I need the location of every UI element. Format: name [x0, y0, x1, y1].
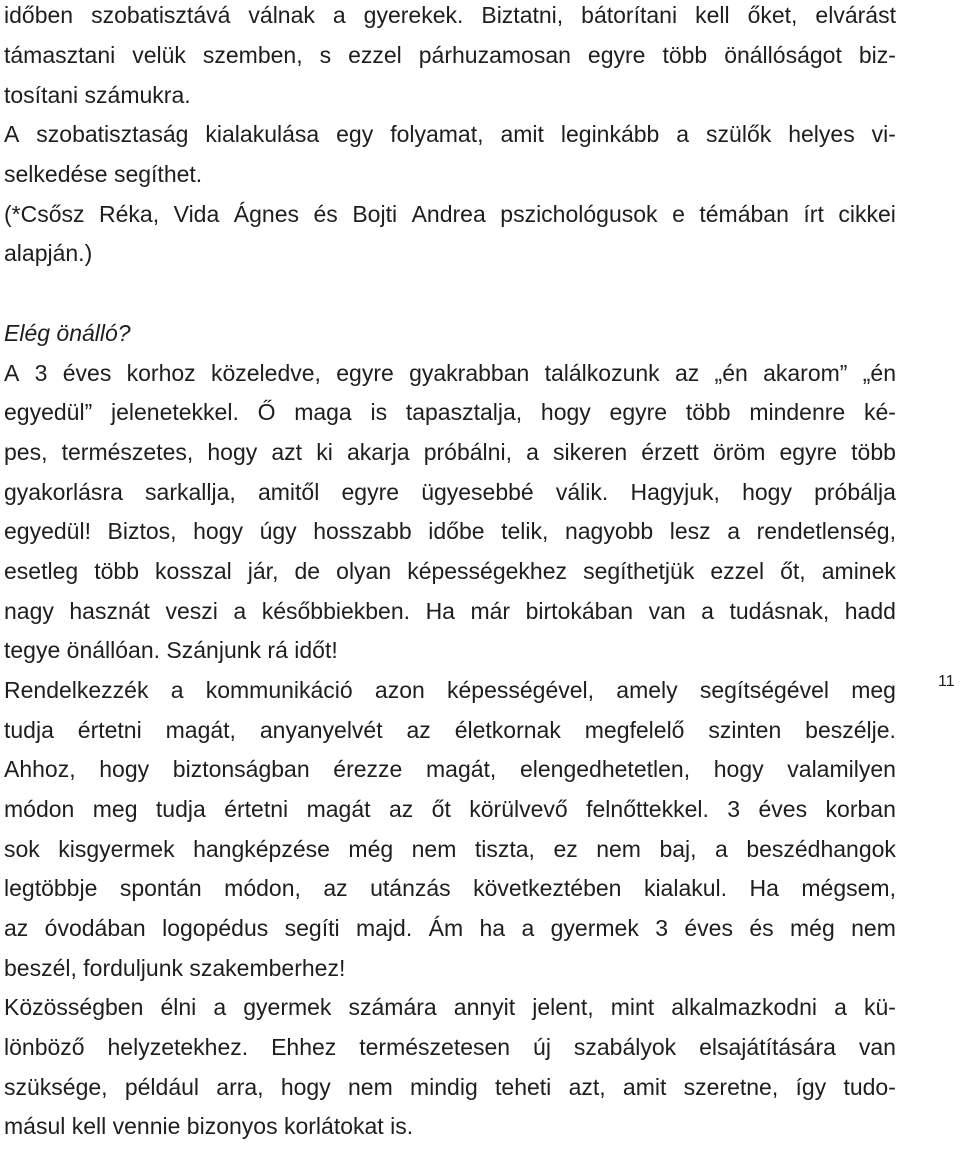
word: tudja [4, 717, 54, 743]
word: mindig [410, 1074, 478, 1100]
word: gyakrabban [409, 360, 530, 386]
word: nem [851, 915, 896, 941]
word: azt, [568, 1074, 606, 1100]
word: későbbiekben. [261, 598, 411, 624]
text-line [4, 437, 896, 467]
word: e [672, 201, 685, 227]
word: meg [92, 796, 138, 822]
word: hogy [540, 399, 591, 425]
word: meg [851, 677, 896, 703]
word: hogy [99, 756, 150, 782]
word: baj, [659, 836, 697, 862]
word: gyermek [550, 915, 639, 941]
word: írt [803, 201, 824, 227]
word: kisgyermek [58, 836, 175, 862]
word: van [858, 1034, 896, 1060]
word: magát [306, 796, 371, 822]
word: amitől [257, 479, 320, 505]
word: óvodában [44, 915, 146, 941]
word: a [526, 439, 539, 465]
word: a [213, 994, 227, 1020]
word: értetni [224, 796, 289, 822]
word: Közösségben [4, 994, 144, 1020]
word: korhoz [126, 360, 196, 386]
word: beszédhangok [746, 836, 896, 862]
text-line [4, 1032, 896, 1062]
word: segíti [284, 915, 340, 941]
text-line [4, 754, 896, 784]
word: nem [596, 836, 641, 862]
word: sikeren [553, 439, 628, 465]
word: időben [4, 2, 74, 28]
word: ügyesebbé [421, 479, 534, 505]
word: jár, [247, 558, 279, 584]
word: a [676, 121, 690, 147]
word: szemben, [202, 42, 303, 68]
word: s [319, 42, 332, 68]
word: „én [862, 360, 896, 386]
word: több [662, 42, 708, 68]
word: érzett [641, 439, 699, 465]
word: ez [553, 836, 578, 862]
word: új [533, 1034, 551, 1060]
word: Ahhoz, [4, 756, 76, 782]
word: vi- [871, 121, 896, 147]
word: maga [294, 399, 352, 425]
word: ké- [863, 399, 896, 425]
word: hogy [742, 479, 792, 505]
word: számára [348, 994, 437, 1020]
word: segíthetjük [583, 558, 695, 584]
word: még [790, 915, 835, 941]
word: nem [347, 1074, 393, 1100]
word: biz- [858, 42, 896, 68]
word: párhuzamosan [418, 42, 571, 68]
word: a [834, 994, 847, 1020]
text-line [4, 1072, 896, 1102]
word: nem [411, 836, 457, 862]
word: tudásnak, [729, 598, 830, 624]
word: az [323, 875, 348, 901]
word: öröm [712, 439, 766, 465]
word: Andrea [411, 201, 486, 227]
word: arra, [216, 1074, 264, 1100]
word: spontán [119, 875, 202, 901]
word: ki [316, 439, 333, 465]
word: őket, [747, 2, 798, 28]
word: módon, [224, 875, 301, 901]
word: „én [714, 360, 748, 386]
word: is [370, 399, 388, 425]
word: legtöbbje [4, 875, 98, 901]
section-heading: Elég önálló? [4, 320, 131, 346]
word: helyzetekhez. [107, 1034, 249, 1060]
word: van [648, 598, 686, 624]
word: felnőttekkel. [586, 796, 709, 822]
word: szüksége, [4, 1074, 108, 1100]
word: teheti [495, 1074, 552, 1100]
word: Vida [173, 201, 220, 227]
word: magát, [165, 717, 236, 743]
word: nagy [4, 598, 54, 624]
word: alkalmazkodni [671, 994, 817, 1020]
word: egy [336, 121, 374, 147]
word: az [4, 915, 29, 941]
word: elengedhetetlen, [519, 756, 691, 782]
word: az [388, 796, 414, 822]
word: szeretne, [683, 1074, 779, 1100]
word: cikkei [838, 201, 896, 227]
word: hangképzése [193, 836, 330, 862]
word: már [470, 598, 511, 624]
word: kell [695, 2, 730, 28]
text-line [4, 40, 896, 70]
citation-line [4, 199, 896, 229]
word: és [749, 915, 774, 941]
word: magát, [426, 756, 497, 782]
word: hadd [844, 598, 896, 624]
word: akarom” [763, 360, 848, 386]
word: esetleg [4, 558, 79, 584]
word: értetni [77, 717, 142, 743]
text-line [4, 873, 896, 903]
word: logopédus [162, 915, 269, 941]
word: éves [62, 360, 112, 386]
word: gyakorlásra [4, 479, 123, 505]
word: éves [684, 915, 733, 941]
word: ezzel [348, 42, 402, 68]
word: 3 [727, 796, 741, 822]
word: hogy [207, 439, 258, 465]
word: témában [699, 201, 789, 227]
word: élni [160, 994, 197, 1020]
word: időbe [428, 518, 485, 544]
word: éves [758, 796, 808, 822]
word: ezzel [710, 558, 765, 584]
text-line [4, 397, 896, 427]
text-line [4, 675, 896, 705]
word: A [4, 360, 20, 386]
word: gyermek [243, 994, 332, 1020]
word: segítségével [699, 677, 829, 703]
word: 3 [655, 915, 668, 941]
word: képességével, [447, 677, 595, 703]
word: tiszta, [474, 836, 535, 862]
word: elsajátítására [699, 1034, 836, 1060]
word: beszélje. [805, 717, 896, 743]
word: válik. [555, 479, 609, 505]
word: pes, [4, 439, 48, 465]
word: egyedül” [4, 399, 93, 425]
word: A [4, 121, 20, 147]
word: szobatisztaság [36, 121, 189, 147]
word: tudja [155, 796, 206, 822]
word: Ehhez [271, 1034, 337, 1060]
word: szobatisztává [91, 2, 231, 28]
word: így [795, 1074, 827, 1100]
text-line [4, 119, 896, 149]
word: önállóságot [724, 42, 842, 68]
word: lönböző [4, 1034, 85, 1060]
word: kialakulása [205, 121, 320, 147]
word: ha [479, 915, 506, 941]
word: a [727, 518, 741, 544]
word: sarkallja, [145, 479, 236, 505]
word: egyedül! [4, 518, 91, 544]
text-line [4, 992, 896, 1022]
word: anyanyelvét [259, 717, 383, 743]
text-line: selkedése segíthet. [4, 161, 203, 187]
word: kommunikáció [205, 677, 353, 703]
word: valamilyen [787, 756, 896, 782]
word: Réka, [99, 201, 160, 227]
word: életkornak [454, 717, 561, 743]
word: egyre [609, 399, 668, 425]
word: mindenre [749, 399, 846, 425]
word: például [124, 1074, 200, 1100]
word: a [170, 677, 184, 703]
word: módon [4, 796, 75, 822]
word: és [313, 201, 338, 227]
word: sok [4, 836, 40, 862]
word: helyes [788, 121, 855, 147]
text-line: tosítani számukra. [4, 82, 191, 108]
word: velük [132, 42, 186, 68]
word: úgy [259, 518, 297, 544]
word: Hagyjuk, [630, 479, 720, 505]
word: lesz [669, 518, 711, 544]
word: nagyobb [564, 518, 654, 544]
word: több [94, 558, 139, 584]
word: hogy [280, 1074, 331, 1100]
word: azon [374, 677, 425, 703]
text-line [4, 834, 896, 864]
word: folyamat, [390, 121, 484, 147]
word: képességekhez [407, 558, 568, 584]
text-line [4, 477, 896, 507]
word: próbálni, [423, 439, 512, 465]
word: korban [825, 796, 896, 822]
word: akarja [346, 439, 410, 465]
text-line [4, 913, 896, 943]
text-line [4, 358, 896, 388]
word: következtében [473, 875, 622, 901]
word: hasznát [69, 598, 150, 624]
word: egyre [779, 439, 838, 465]
word: telik, [501, 518, 549, 544]
word: birtokában [525, 598, 634, 624]
word: Bojti [352, 201, 398, 227]
word: egyre [587, 42, 646, 68]
word: egyre [341, 479, 400, 505]
word: pszichológusok [500, 201, 658, 227]
text-line [4, 516, 896, 546]
word: biztonságban [172, 756, 310, 782]
word: több [685, 399, 731, 425]
word: Ő [257, 399, 276, 425]
word: rendetlenség, [756, 518, 896, 544]
word: közeledve, [210, 360, 321, 386]
word: találkozunk [544, 360, 660, 386]
word: amely [616, 677, 678, 703]
word: de [294, 558, 321, 584]
text-line [4, 596, 896, 626]
text-line [4, 556, 896, 586]
word: a [715, 836, 728, 862]
word: az [674, 360, 700, 386]
word: mint [610, 994, 655, 1020]
word: az [406, 717, 431, 743]
word: Ha [425, 598, 455, 624]
page-number: 11 [938, 673, 955, 690]
word: amit [500, 121, 544, 147]
word: egyre [336, 360, 394, 386]
word: őt, [780, 558, 806, 584]
word: utánzás [370, 875, 451, 901]
word: Biztatni, [481, 2, 564, 28]
word: hosszabb [313, 518, 412, 544]
word: olyan [336, 558, 392, 584]
word: természetesen [359, 1034, 511, 1060]
word: annyit [453, 994, 516, 1020]
word: szinten [708, 717, 782, 743]
word: tudo- [843, 1074, 896, 1100]
word: amit [622, 1074, 667, 1100]
word: aminek [821, 558, 896, 584]
word: majd. [355, 915, 413, 941]
word: bátorítani [581, 2, 678, 28]
word: őt [431, 796, 451, 822]
word: a [701, 598, 714, 624]
word: (*Csősz [4, 201, 85, 227]
word: hogy [713, 756, 764, 782]
word: veszi [165, 598, 218, 624]
word: kialakul. [643, 875, 728, 901]
word: gyerekek. [363, 2, 464, 28]
word: Ha [749, 875, 779, 901]
word: próbálja [814, 479, 896, 505]
word: válnak [248, 2, 315, 28]
word: szabályok [573, 1034, 677, 1060]
word: mégsem, [801, 875, 896, 901]
text-line [4, 794, 896, 824]
word: érezze [333, 756, 403, 782]
word: körülvevő [469, 796, 568, 822]
word: tapasztalja, [405, 399, 523, 425]
text-line: másul kell vennie bizonyos korlátokat is. [4, 1113, 414, 1139]
word: több [851, 439, 896, 465]
word: hogy [193, 518, 243, 544]
text-line: tegye önállóan. Szánjunk rá időt! [4, 637, 338, 663]
word: Ám [428, 915, 464, 941]
word: azt [271, 439, 303, 465]
word: természetes, [61, 439, 194, 465]
word: szülők [706, 121, 772, 147]
word: jelent, [532, 994, 594, 1020]
word: a [521, 915, 535, 941]
word: megfelelő [584, 717, 685, 743]
word: a [332, 2, 346, 28]
word: elvárást [815, 2, 896, 28]
text-line [4, 715, 896, 745]
word: támasztani [4, 42, 116, 68]
word: Rendelkezzék [4, 677, 149, 703]
word: Ágnes [233, 201, 299, 227]
word: leginkább [560, 121, 660, 147]
word: még [348, 836, 394, 862]
word: 3 [34, 360, 48, 386]
word: kü- [863, 994, 896, 1020]
text-line: beszél, forduljunk szakemberhez! [4, 955, 346, 981]
text-line [4, 0, 896, 30]
word: kosszal [155, 558, 232, 584]
citation-line: alapján.) [4, 240, 93, 266]
word: jelenetekkel. [110, 399, 239, 425]
word: Biztos, [107, 518, 177, 544]
word: a [233, 598, 247, 624]
